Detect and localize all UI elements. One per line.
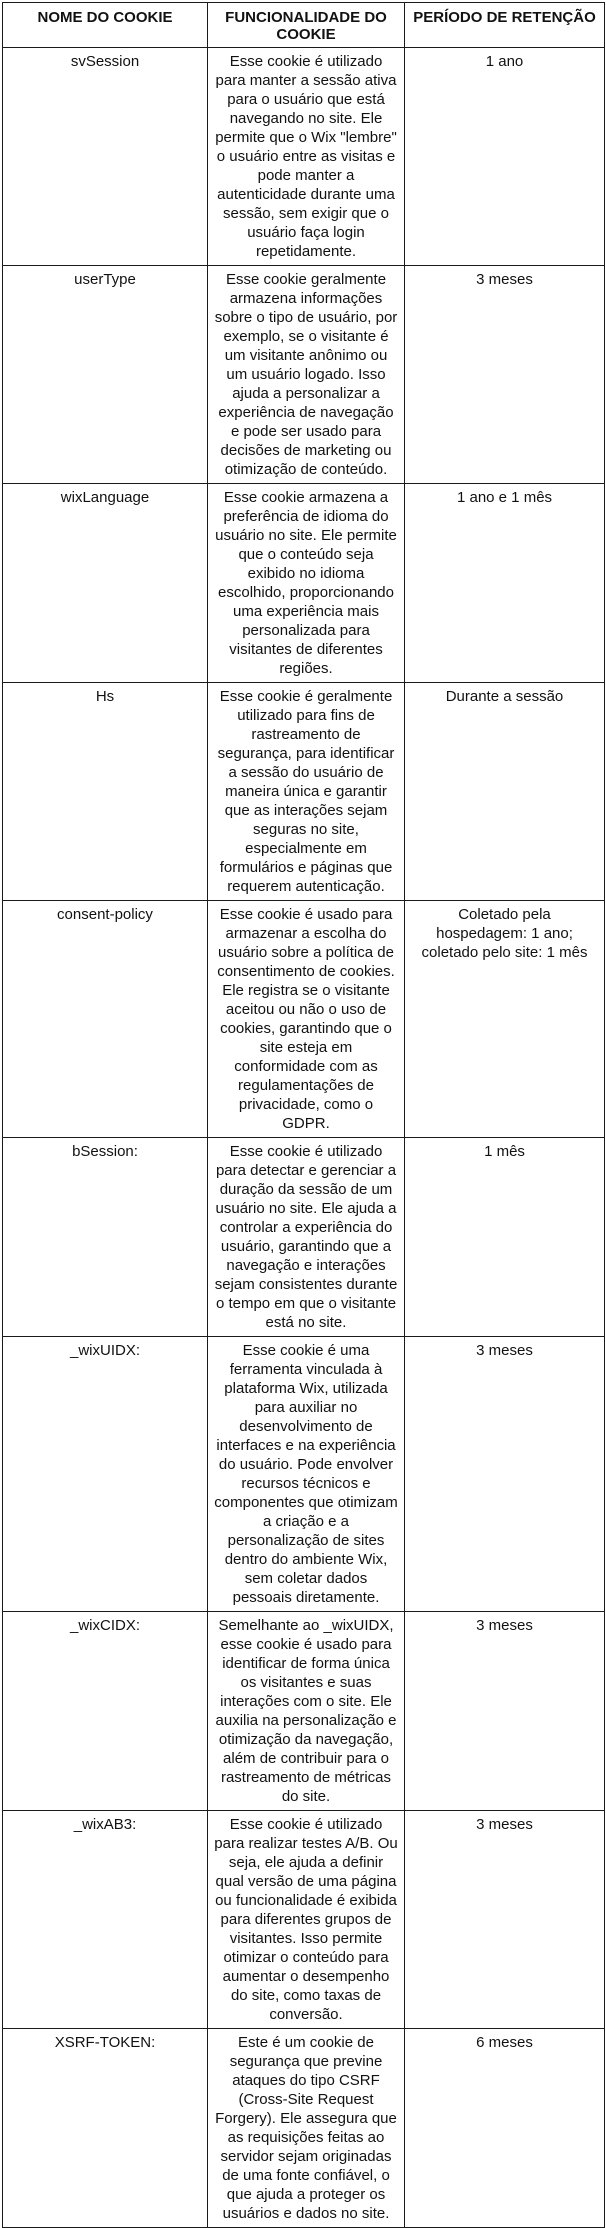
header-cookie-name: NOME DO COOKIE (3, 3, 208, 48)
cookie-name: XSRF-TOKEN: (3, 2029, 208, 2228)
header-retention-period: PERÍODO DE RETENÇÃO (405, 3, 605, 48)
table-row (3, 484, 605, 683)
cookie-table (2, 2, 605, 2228)
cookie-name: _wixUIDX: (3, 1337, 208, 1612)
table-row (3, 1337, 605, 1612)
cookie-name: userType (3, 266, 208, 484)
cookie-name: _wixCIDX: (3, 1612, 208, 1811)
cookie-function: Esse cookie geralmente armazena informações sobre o tipo de usuário, por exemplo, se o visitante é um visitante anônimo ou um usuário logado. Isso ajuda a personalizar a experiência de navegação e pode ser usado para decisões de marketing ou otimização de conteúdo. (208, 266, 405, 484)
table-row (3, 48, 605, 266)
cookie-retention: 3 meses (405, 1337, 605, 1612)
cookie-retention: 6 meses (405, 2029, 605, 2228)
table-row (3, 2029, 605, 2228)
cookie-name: svSession (3, 48, 208, 266)
header-row (3, 3, 605, 48)
cookie-function: Semelhante ao _wixUIDX, esse cookie é usado para identificar de forma única os visitantes e suas interações com o site. Ele auxilia na personalização e otimização da navegação, além de contribuir para o rastreamento de métricas do site. (208, 1612, 405, 1811)
cookie-function: Esse cookie é usado para armazenar a escolha do usuário sobre a política de consentimento de cookies. Ele registra se o visitante aceitou ou não o uso de cookies, garantindo que o site esteja em conformidade com as regulamentações de privacidade, como o GDPR. (208, 901, 405, 1138)
table-row (3, 901, 605, 1138)
cookie-name: wixLanguage (3, 484, 208, 683)
cookie-function: Esse cookie é utilizado para realizar testes A/B. Ou seja, ele ajuda a definir qual versão de uma página ou funcionalidade é exibida para diferentes grupos de visitantes. Isso permite otimizar o conteúdo para aumentar o desempenho do site, como taxas de conversão. (208, 1811, 405, 2029)
cookie-retention: 3 meses (405, 1811, 605, 2029)
cookie-name: consent-policy (3, 901, 208, 1138)
cookie-name: _wixAB3: (3, 1811, 208, 2029)
cookie-retention: Durante a sessão (405, 683, 605, 901)
cookie-function: Esse cookie armazena a preferência de idioma do usuário no site. Ele permite que o conteúdo seja exibido no idioma escolhido, proporcionando uma experiência mais personalizada para visitantes de diferentes regiões. (208, 484, 405, 683)
table-row (3, 266, 605, 484)
table-row (3, 1612, 605, 1811)
cookie-retention: 3 meses (405, 1612, 605, 1811)
cookie-name: Hs (3, 683, 208, 901)
cookie-name: bSession: (3, 1138, 208, 1337)
table-row (3, 683, 605, 901)
cookie-retention: 3 meses (405, 266, 605, 484)
cookie-function: Esse cookie é utilizado para manter a sessão ativa para o usuário que está navegando no site. Ele permite que o Wix "lembre" o usuário entre as visitas e pode manter a autenticidade durante uma sessão, sem exigir que o usuário faça login repetidamente. (208, 48, 405, 266)
cookie-function: Esse cookie é geralmente utilizado para fins de rastreamento de segurança, para identificar a sessão do usuário de maneira única e garantir que as interações sejam seguras no site, especialmente em formulários e páginas que requerem autenticação. (208, 683, 405, 901)
cookie-function: Esse cookie é utilizado para detectar e gerenciar a duração da sessão de um usuário no site. Ele ajuda a controlar a experiência do usuário, garantindo que a navegação e interações sejam consistentes durante o tempo em que o visitante está no site. (208, 1138, 405, 1337)
cookie-function: Esse cookie é uma ferramenta vinculada à plataforma Wix, utilizada para auxiliar no desenvolvimento de interfaces e na experiência do usuário. Pode envolver recursos técnicos e componentes que otimizam a criação e a personalização de sites dentro do ambiente Wix, sem coletar dados pessoais diretamente. (208, 1337, 405, 1612)
cookie-retention: 1 ano e 1 mês (405, 484, 605, 683)
cookie-retention: 1 mês (405, 1138, 605, 1337)
cookie-retention: Coletado pela hospedagem: 1 ano; coletado pelo site: 1 mês (405, 901, 605, 1138)
cookie-retention: 1 ano (405, 48, 605, 266)
header-cookie-function: FUNCIONALIDADE DO COOKIE (208, 3, 405, 48)
table-row (3, 1138, 605, 1337)
cookie-function: Este é um cookie de segurança que previne ataques do tipo CSRF (Cross-Site Request Forgery). Ele assegura que as requisições feitas ao servidor sejam originadas de uma fonte confiável, o que ajuda a proteger os usuários e dados no site. (208, 2029, 405, 2228)
